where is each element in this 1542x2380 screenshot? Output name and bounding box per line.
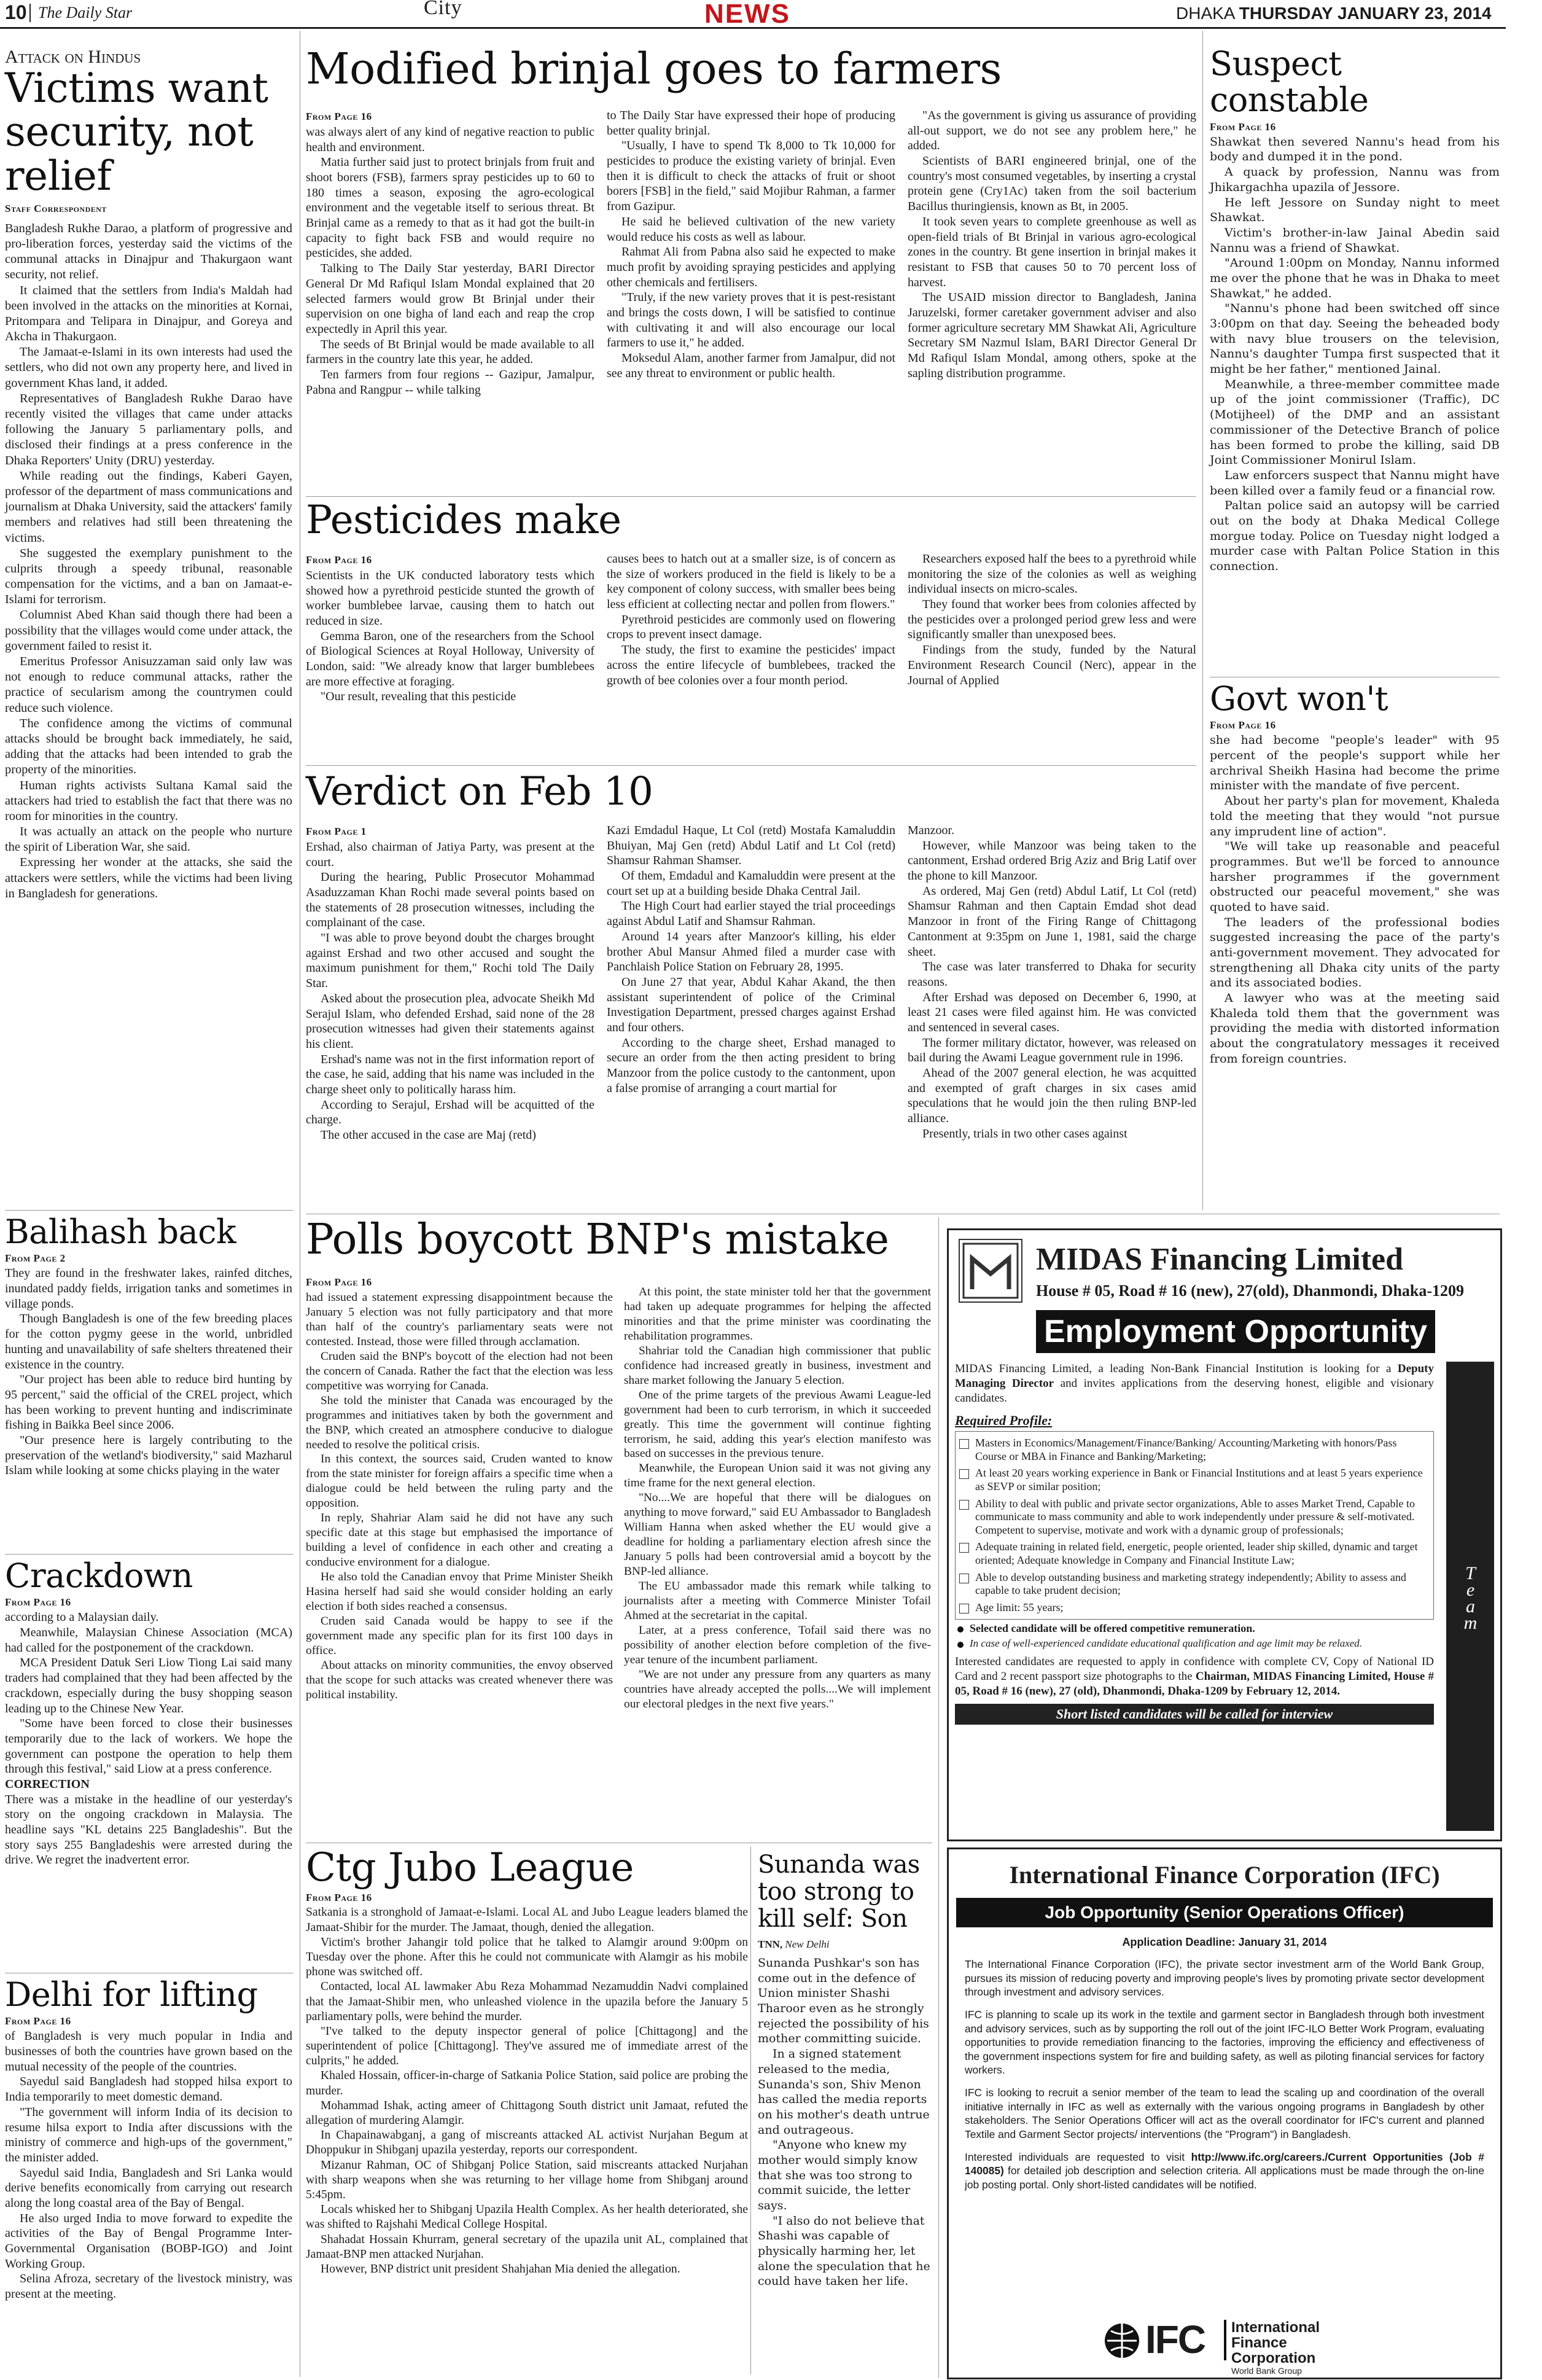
- profile-item: [959, 1571, 1430, 1598]
- checkbox-icon: [959, 1543, 969, 1553]
- paragraph: He left Jessore on Sunday night to meet Shawkat.: [1210, 195, 1500, 225]
- article-headline: Sunanda was too strong to kill self: Son: [758, 1851, 920, 1933]
- paragraph: In this context, the sources said, Cruden wanted to know from the state minister for foreign affairs a specific time when a dialogue could be held between the ruling party and the opposition.: [306, 1453, 613, 1510]
- ifc-logo-name: [1231, 2320, 1348, 2375]
- dateline-city: DHAKA: [1176, 4, 1234, 23]
- paragraph: Of them, Emdadul and Kamaluddin were present at the court set up at a building beside Dhaka Central Jail.: [607, 869, 895, 898]
- paragraph: The study, the first to examine the pesticides' impact across the entire lifecycle of bumblebees, tracked the growth of bee colonies over a four month period.: [607, 643, 895, 687]
- ifc-paragraph: IFC is planning to scale up its work in the textile and garment sector in Bangladesh through both investment and advisory services, such as by supporting the roll out of the joint IFC-ILO Better Work Program, evaluating opportunities to provide remediation financing to the factories, improving the efficiency and effectiveness of the government inspections system for fire and building safety, as well as piloting financial services for factory workers.: [965, 2008, 1484, 2077]
- article-ctg-jubo-league: [306, 1846, 748, 2277]
- paragraph: Though Bangladesh is one of the few breeding places for the cotton pygmy geese in the world, unbridled hunting and unavailability of safe shelters threatened their existence in the country.: [5, 1312, 292, 1371]
- ifc-apply-text: Interested individuals are requested to visit: [965, 2150, 1191, 2163]
- paragraph: Satkania is a stronghold of Jamaat-e-Islami. Local AL and Jubo League leaders blamed the Jamaat-Shibir for the murder. The Jamaat, though, denied the allegation.: [306, 1906, 748, 1934]
- checkbox-icon: [959, 1500, 969, 1510]
- paragraph: Meanwhile, a three-member committee made up of the joint commissioner (Traffic), DC (Motijheel) of the DMP and an assistant commissioner of the Detective Branch of police has been formed to probe the killing, said DB Joint Commissioner Monirul Islam.: [1210, 377, 1500, 467]
- article-pesticides-col2: [607, 552, 895, 688]
- paragraph: "Our project has been able to reduce bird hunting by 95 percent," said the official of the CREL project, which has been working to prevent hunting and indiscriminate fishing in Baikka Beel since 2006.: [5, 1373, 292, 1432]
- bullet-icon: [957, 1626, 964, 1633]
- article-body: [5, 221, 292, 902]
- paragraph: Matia further said just to protect brinjals from fruit and shoot borers (FSB), farmers spray pesticides up to 60 to 180 times a season, exposing the agro-ecological environment and the vegetable itself to serious threat. Bt Brinjal came as a remedy to that as it had got the built-in capacity to fight back FSB and would require no pesticides, she added.: [306, 155, 594, 260]
- article-from: From Page 16: [306, 1276, 372, 1288]
- paragraph: In Chapainawabganj, a gang of miscreants attacked AL activist Nurjahan Begum at Dhoppukur in Shibganj upazila yesterday, reports our correspondent.: [306, 2129, 748, 2157]
- profile-item: [959, 1540, 1430, 1567]
- article-body: [5, 2029, 292, 2301]
- paragraph: Ershad's name was not in the first information report of the case, he said, adding that his name was included in the charge sheet only to politically harass him.: [306, 1052, 594, 1096]
- paragraph: causes bees to hatch out at a smaller size, is of concern as the size of workers produced in the field is likely to be a key component of colony success, with smaller bees being less efficient at collecting nectar and pollen from flowers.": [607, 552, 895, 612]
- profile-item: [959, 1467, 1430, 1493]
- paragraph: It took seven years to complete greenhouse as well as open-field trials of Bt Brinjal in various agro-ecological zones in the country. Bt gene insertion in brinjal makes it resistant to FSB that causes 50 to 70 percent loss of harvest.: [908, 214, 1196, 289]
- paragraph: to The Daily Star have expressed their hope of producing better quality brinjal.: [607, 109, 895, 138]
- article-body: [758, 1956, 933, 2289]
- paragraph: Law enforcers suspect that Nannu might have been killed over a family feud or a financial row.: [1210, 468, 1500, 497]
- midas-apply-text: Interested candidates are requested to apply in confidence with complete CV, Copy of National ID Card and 2 recent passport size photographs to the: [955, 1655, 1434, 1684]
- ifc-paragraph: [965, 2150, 1484, 2192]
- paragraph: Sunanda Pushkar's son has come out in the defence of Union minister Shashi Tharoor even as he strongly rejected the possibility of his mother committing suicide.: [758, 1956, 929, 2046]
- paragraph: "Nannu's phone had been switched off since 3:00pm on that day. Seeing the beheaded body with navy blue trousers on the television, Nannu's daughter Tumpa first suspected that it might be her father," mentioned Jainal.: [1210, 302, 1500, 377]
- article-brinjal: [306, 45, 1196, 93]
- paragraph: During the hearing, Public Prosecutor Mohammad Asaduzzaman Khan Rochi made several points based on the statements of 28 prosecution witnesses, including the complainant of the case.: [306, 870, 594, 930]
- article-from: From Page 16: [1210, 719, 1276, 732]
- paragraph: Asked about the prosecution plea, advocate Sheikh Md Serajul Islam, who defended Ershad, said none of the 28 prosecution witnesses had given their statements against his client.: [306, 991, 594, 1051]
- paragraph: The former military dictator, however, was released on bail during the Awami League government rule in 1996.: [908, 1036, 1196, 1065]
- paragraph: Talking to The Daily Star yesterday, BARI Director General Dr Md Rafiqul Islam Mondal explained that 20 selected farmers would grow Bt Brinjal under their supervision on one bigha of land each and reap the crop expectedly in April this year.: [306, 262, 594, 336]
- midas-bullet: [955, 1637, 1434, 1650]
- article-brinjal-col3: [908, 108, 1196, 381]
- paragraph: "Our result, revealing that this pesticide: [321, 690, 516, 704]
- profile-item: [959, 1497, 1430, 1537]
- article-polls-col2: [624, 1285, 931, 1712]
- bullet-icon: [957, 1642, 964, 1648]
- paragraph: Later, at a press conference, Tofail said there was no possibility of another election before completion of the five-year tenure of the incumbent parliament.: [624, 1623, 931, 1666]
- paragraph: One of the prime targets of the previous Awami League-led government had been to curb terrorism, in which it succeeded greatly. This time the government will continue fighting terrorism, he said, adding this year's election manifesto was based on successes in the previous tenure.: [624, 1388, 931, 1461]
- ifc-logo: [1102, 2316, 1348, 2376]
- paragraph: She suggested the exemplary punishment to the culprits through a speedy tribunal, reasonable compensation for the victims, and a ban on Jamaat-e-Islami for terrorism.: [5, 546, 292, 607]
- paragraph: Paltan police said an autopsy will be carried out on the body at Dhaka Medical College morgue today. Police on Tuesday night lodged a murder case with Paltan Police Station in this connection.: [1210, 499, 1500, 574]
- midas-intro: [955, 1362, 1434, 1405]
- paragraph: Cruden said Canada would be happy to see if the government made any specific plan for its first 100 days in office.: [306, 1614, 613, 1657]
- article-from: From Page 2: [5, 1252, 66, 1265]
- paragraph: Ten farmers from four regions -- Gazipur, Jamalpur, Pabna and Rangpur -- while talking: [306, 367, 594, 397]
- article-headline: Victims want security, not relief: [5, 64, 268, 200]
- paragraph: had issued a statement expressing disappointment because the January 5 election was not fully participatory and that more than half of the country's parliamentary seats were not contested. Instead, those were filled through acclamation.: [306, 1290, 613, 1348]
- article-headline: Balihash back: [5, 1212, 236, 1251]
- paragraph: Contacted, local AL lawmaker Abu Reza Mohammad Nezamuddin Nadvi complained that the Jamaat-Shibir men, who unleashed violence in the upazila before the January 5 parliamentary polls, were behind the murder.: [306, 1980, 748, 2023]
- article-verdict: [306, 770, 901, 813]
- article-from: From Page 16: [306, 1892, 372, 1904]
- profile-item-text: Able to develop outstanding business and marketing strategy independently; Ability to assess and capable to take prudent decision;: [975, 1570, 1406, 1597]
- paragraph: Khaled Hossain, officer-in-charge of Satkania Police Station, said police are probing the murder.: [306, 2069, 748, 2097]
- article-byline: Staff Correspondent: [5, 202, 107, 214]
- article-body: [1210, 733, 1500, 1066]
- article-headline: Polls boycott BNP's mistake: [306, 1215, 889, 1264]
- midas-bullet-text: In case of well-experienced candidate educational qualification and age limit may be relaxed.: [970, 1637, 1363, 1650]
- article-pesticides-col1: [306, 552, 594, 704]
- midas-side-banner: [1446, 1362, 1528, 1831]
- paragraph: Kazi Emdadul Haque, Lt Col (retd) Mostafa Kamaluddin Bhuiyan, Maj Gen (retd) Abdul Latif and Lt Col (retd) Shamsur Rahman Shamser.: [607, 824, 895, 868]
- paragraph: According to the charge sheet, Ershad managed to secure an order from the then acting president to bring Manzoor from the police custody to the cantonment, upon a false promise of arranging a court martial for: [607, 1036, 895, 1095]
- paragraph: The USAID mission director to Bangladesh, Janina Jaruzelski, former caretaker government adviser and also former agriculture secretary MM Shawkat Ali, Agriculture Secretary SM Nazmul Islam, BARI Director General Dr Md Rafiqul Islam Mondal, among others, spoke at the sapling distribution programme.: [908, 291, 1196, 380]
- ifc-paragraph: The International Finance Corporation (IFC), the private sector investment arm of the World Bank Group, pursues its mission of reducing poverty and improving people's lives by promoting private sector development through investment and advisory services.: [965, 1958, 1484, 1999]
- midas-side-text: Be Part of the Value Driven Team: [1460, 1372, 1528, 1820]
- paragraph: Around 14 years after Manzoor's killing, his elder brother Abul Mansur Ahmed filed a murder case with Panchlaish Police Station on February 28, 1995.: [607, 929, 895, 974]
- paragraph: Ahead of the 2007 general election, he was acquitted and exempted of graft charges in six cases amid speculations that he would join the then ruling BNP-led alliance.: [908, 1066, 1196, 1126]
- article-brinjal-col1: [306, 108, 594, 397]
- ifc-logo-name-line: International: [1231, 2319, 1320, 2336]
- checkbox-icon: [959, 1469, 969, 1479]
- dateline: [1176, 4, 1492, 23]
- article-headline: Crackdown: [5, 1556, 193, 1595]
- profile-item-text: Masters in Economics/Management/Finance/Banking/ Accounting/Marketing with honors/Pass Course or MBA in Finance and Banking/Marketing;: [975, 1437, 1397, 1462]
- ifc-logo-divider: [1224, 2320, 1226, 2360]
- paragraph: After Ershad was deposed on December 6, 1990, at least 21 cases were filed against him. He was convicted and sentenced in several cases.: [908, 990, 1196, 1034]
- paragraph: MCA President Datuk Seri Liow Tiong Lai said many traders had complained that they had been affected by the crackdown, especially during the busy shopping season leading up to the Chinese New Year.: [5, 1656, 292, 1715]
- article-body: [1210, 135, 1500, 574]
- paragraph: according to a Malaysian daily.: [5, 1610, 159, 1625]
- midas-intro-text: and invites applications from the deserving honest, eligible and visionary candidates.: [955, 1376, 1435, 1405]
- paragraph: "As the government is giving us assurance of providing all-out support, we do not see any problem here," he added.: [908, 109, 1196, 153]
- paragraph: Human rights activists Sultana Kamal said the attackers had tried to establish the fact that there was no room for minorities in the country.: [5, 778, 292, 823]
- paragraph: Sayedul said Bangladesh had stopped hilsa export to India temporarily to meet domestic demand.: [5, 2075, 292, 2104]
- paragraph: Rahmat Ali from Pabna also said he expected to make much profit by avoiding spraying pesticides and applying other chemicals and fertilisers.: [607, 245, 895, 289]
- paragraph: "I've talked to the deputy inspector general of police [Chittagong] and the superintendent of police [Chittagong]. They've assured me of immediate arrest of the culprits," he added.: [306, 2024, 748, 2068]
- paragraph: "Around 1:00pm on Monday, Nannu informed me over the phone that he was in Dhaka to meet Shawkat," he added.: [1210, 256, 1500, 300]
- column-rule: [938, 1217, 939, 2378]
- paragraph: Meanwhile, the European Union said it was not giving any time frame for the next general election.: [624, 1462, 931, 1490]
- paragraph: Selina Afroza, secretary of the livestock ministry, was present at the meeting.: [5, 2272, 292, 2301]
- article-sunanda: [758, 1851, 933, 2289]
- paragraph: Findings from the study, funded by the Natural Environment Research Council (Nerc), appear in the Journal of Applied: [908, 643, 1196, 687]
- midas-profile-title: Required Profile:: [955, 1413, 1053, 1429]
- paragraph: Meanwhile, Malaysian Chinese Association (MCA) had called for the postponement of the crackdown.: [5, 1626, 292, 1655]
- article-body: [5, 1610, 292, 1868]
- ifc-banner: Job Opportunity (Senior Operations Officer): [956, 1898, 1493, 1927]
- paragraph: She told the minister that Canada was encouraged by the programmes and initiatives taken by both the government and the BNP, which created an atmosphere conducive to dialogue needed to resolve the political crisis.: [306, 1394, 613, 1451]
- midas-apply-address: Chairman, MIDAS Financing Limited, House # 05, Road # 16 (new), 27 (old), Dhanmondi, Dhaka-1209 by February 12, 2014.: [955, 1670, 1434, 1698]
- paragraph: "No....We are hopeful that there will be dialogues on anything to move forward," said EU Ambassador to Bangladesh William Hanna when asked whether the EU would give a deadline for holding a parliamentary election afresh since the January 5 polls had been controversial amid a boycott by the BNP-led alliance.: [624, 1491, 931, 1578]
- paragraph: "Our presence here is largely contributing to the preservation of the wetland's biodiversity," said Mazharul Islam while looking at some chicks playing in the water: [5, 1433, 292, 1478]
- paragraph: Scientists in the UK conducted laboratory tests which showed how a pyrethroid pesticide stunted the growth of worker bumblebee larvae, causing them to hatch out reduced in size.: [306, 568, 594, 628]
- article-pesticides: [306, 499, 901, 542]
- paragraph: According to Serajul, Ershad will be acquitted of the charge.: [306, 1098, 594, 1127]
- column-rule: [750, 1846, 751, 2374]
- paragraph: Representatives of Bangladesh Rukhe Darao have recently visited the villages that came under attacks following the January 5 parliamentary polls, and disclosed their findings at a press conference in the Dhaka Reporters' Unity (DRU) yesterday.: [5, 391, 292, 467]
- paragraph: Columnist Abed Khan said though there had been a possibility that the villages would come under attack, the government failed to resist it.: [5, 608, 292, 653]
- midas-intro-position: Deputy Managing Director: [955, 1362, 1434, 1390]
- paragraph: of Bangladesh is very much popular in India and businesses of both the countries have grown based on the mutual necessity of the people of the countries.: [5, 2029, 292, 2074]
- paragraph: The case was later transferred to Dhaka for security reasons.: [908, 960, 1196, 989]
- paragraph: Mizanur Rahman, OC of Shibganj Police Station, said miscreants attacked Nurjahan with sharp weapons when she was returning to her village home from Shibganj around 5:45pm.: [306, 2158, 748, 2201]
- paragraph: Manzoor.: [908, 824, 955, 837]
- paragraph: Shahadat Hossain Khurram, general secretary of the upazila unit AL, complained that Jamaat-BNP men attacked Nurjahan.: [306, 2233, 748, 2261]
- paragraph: Ershad, also chairman of Jatiya Party, was present at the court.: [306, 840, 594, 869]
- byline-place: New Delhi: [785, 1938, 830, 1950]
- paragraph: In a signed statement released to the media, Sunanda's son, Shiv Menon has called the media reports on his mother's death untrue and outrageous.: [758, 2047, 930, 2137]
- correction-text: There was a mistake in the headline of our yesterday's story on the ongoing crackdown in Malaysia. The headline says "KL detains 225 Bangladeshis". But the story says 255 Bangladeshis were arrested during the drive. We regret the inadvertent error.: [5, 1792, 292, 1867]
- article-from: From Page 16: [5, 2015, 71, 2027]
- midas-intro-text: MIDAS Financing Limited, a leading Non-Bank Financial Institution is looking for a: [955, 1362, 1398, 1375]
- article-headline: Ctg Jubo League: [306, 1845, 634, 1890]
- ifc-ad: [947, 1847, 1502, 2379]
- article-body: [306, 1905, 748, 2277]
- paragraph: However, BNP district unit president Shahjahan Mia denied the allegation.: [321, 2262, 680, 2276]
- checkbox-icon: [959, 1604, 969, 1613]
- midas-company-name: MIDAS Financing Limited: [1036, 1242, 1404, 1277]
- paragraph: In reply, Shahriar Alam said he did not have any such specific date at this stage but emphasised the importance of building a level of confidence in each other and creating a conducive environment for a dialogue.: [306, 1512, 613, 1569]
- article-verdict-col1: [306, 823, 594, 1143]
- ifc-title: International Finance Corporation (IFC): [1009, 1861, 1440, 1889]
- masthead-divider: [29, 4, 31, 22]
- article-kicker: Attack on Hindus: [5, 47, 141, 67]
- paragraph: Moksedul Alam, another farmer from Jamalpur, did not see any threat to environment or public health.: [607, 351, 895, 380]
- paragraph: Mohammad Ishak, acting ameer of Chittagong South district unit Jamaat, refuted the allegation of murdering Alamgir.: [306, 2099, 748, 2128]
- paragraph: Presently, trials in two other cases against: [922, 1126, 1127, 1141]
- correction-title: CORRECTION: [5, 1777, 90, 1791]
- midas-logo-icon: [959, 1239, 1022, 1303]
- paragraph: At this point, the state minister told her that the government had taken up adequate programmes for helping the affected minorities and that the prime minister was coordinating the rehabilitation programmes.: [624, 1286, 931, 1343]
- midas-ad: [947, 1228, 1528, 1841]
- ifc-careers-link[interactable]: http://www.ifc.org/careers./Current Opportunities (Job # 140085): [965, 2150, 1484, 2177]
- article-pesticides-col3: [908, 552, 1196, 688]
- paragraph: Shahriar told the Canadian high commissioner that public confidence had increased greatly in business, investment and share market following the January 5 election.: [624, 1344, 931, 1387]
- paragraph: He also told the Canadian envoy that Prime Minister Sheikh Hasina herself had said she would consider holding an early election if both sides reached a consensus.: [306, 1570, 613, 1613]
- midas-address: House # 05, Road # 16 (new), 27(old), Dhanmondi, Dhaka-1209: [1036, 1282, 1465, 1300]
- paragraph: However, while Manzoor was being taken to the cantonment, Ershad ordered Brig Aziz and Brig Latif over the phone to kill Manzoor.: [908, 838, 1196, 883]
- paragraph: Scientists of BARI engineered brinjal, one of the country's most consumed vegetables, by inserting a crystal protein gene (Cry1Ac) taken from the soil bacterium Bacillus thuringiensis, known as Bt, in 2005.: [908, 154, 1196, 214]
- paragraph: As ordered, Maj Gen (retd) Abdul Latif, Lt Col (retd) Shamsur Rahman and then Captain Emdad shot dead Manzoor in front of the Firing Range of Chittagong Cantonment at 9:35pm on June 1, 1981, said the charge sheet.: [908, 884, 1196, 959]
- column-rule: [1202, 31, 1203, 1210]
- paragraph: Victim's brother Jahangir told police that he talked to Alamgir around 9:00pm on Tuesday over the phone. After this he could not communicate with Alamgir as his mobile phone was switched off.: [306, 1935, 748, 1979]
- paragraph: On June 27 that year, Abdul Kahar Akand, the then assistant superintendent of police of the Criminal Investigation Department, pressed charges against Ershad and four others.: [607, 975, 895, 1034]
- ifc-logo-text: IFC: [1145, 2317, 1205, 2362]
- paragraph: The other accused in the case are Maj (retd): [321, 1128, 536, 1142]
- article-crackdown: [5, 1558, 292, 1868]
- article-verdict-col3: [908, 823, 1196, 1141]
- paragraph: Emeritus Professor Anisuzzaman said only law was not enough to reduce communal attacks, rather the practice of secularism among the countrymen could reduce such violence.: [5, 655, 292, 715]
- paragraph: Researchers exposed half the bees to a pyrethroid while monitoring the size of the colonies as well as weighing individual insects on micro-scales.: [908, 552, 1196, 596]
- paragraph: He also urged India to move forward to expedite the activities of the Bay of Bengal Programme Inter-Governmental Organisation (BOBP-IGO) and Joint Working Group.: [5, 2211, 292, 2271]
- midas-apply: [955, 1655, 1434, 1698]
- paragraph: The seeds of Bt Brinjal would be made available to all farmers in the country late this year, he added.: [306, 337, 594, 367]
- paragraph: "Truly, if the new variety proves that it is pest-resistant and brings the costs down, I will be satisfied to continue with cultivating it and will also encourage our local farmers to use it," he added.: [607, 291, 895, 350]
- profile-item: [959, 1601, 1430, 1615]
- paragraph: The Jamaat-e-Islami in its own interests had used the settlers, who did not own any property here, and lived in government Khas land, it added.: [5, 345, 292, 390]
- midas-bullet: [955, 1622, 1434, 1635]
- article-headline: Delhi for lifting: [5, 1975, 258, 2014]
- article-govt-wont: [1210, 681, 1500, 1067]
- paragraph: About her party's plan for movement, Khaleda told the meeting that they would "not pursue any imprudent line of action".: [1210, 794, 1500, 838]
- paragraph: "I also do not believe that Shashi was capable of physically harming her, let alone the speculation that he could have taken her life.: [758, 2214, 930, 2288]
- profile-item-text: At least 20 years working experience in Bank or Financial Institutions and at least 5 years experience as SEVP or similar position;: [975, 1467, 1423, 1493]
- byline-agency: TNN,: [758, 1938, 783, 1950]
- dateline-date: THURSDAY JANUARY 23, 2014: [1239, 4, 1492, 23]
- article-from: From Page 1: [306, 825, 367, 837]
- article-suspect-constable: [1210, 45, 1500, 574]
- ifc-logo-sub: World Bank Group: [1231, 2365, 1302, 2376]
- paragraph: They found that worker bees from colonies affected by the pesticides over a prolonged period grew less and were significantly smaller than unexposed bees.: [908, 598, 1196, 642]
- section-label: City: [424, 0, 462, 19]
- midas-shortlist-note: Short listed candidates will be called for interview: [955, 1704, 1434, 1725]
- profile-item: [959, 1437, 1430, 1463]
- paragraph: They are found in the freshwater lakes, rainfed ditches, inundated paddy fields, irrigation tanks and sometimes in village ponds.: [5, 1266, 292, 1311]
- divider: [5, 1210, 294, 1211]
- paragraph: The EU ambassador made this remark while talking to journalists after a meeting with Commerce Minister Tofail Ahmed at the secretariat in the capital.: [624, 1580, 931, 1622]
- newspaper-logo: The Daily Star: [38, 4, 133, 21]
- checkbox-icon: [959, 1439, 969, 1449]
- paragraph: was always alert of any kind of negative reaction to public health and environment.: [306, 125, 594, 154]
- paragraph: "Anyone who knew my mother would simply know that she was too strong to commit suicide, the letter says.: [758, 2138, 918, 2212]
- article-body: [5, 1266, 292, 1478]
- article-headline: Govt won't: [1210, 679, 1388, 718]
- article-balihash: [5, 1214, 292, 1478]
- paragraph: A lawyer who was at the meeting said Khaleda told them that the government was providing the media with distorted information about the congratulatory messages it received from foreign countries.: [1210, 991, 1500, 1066]
- page-number: 10: [5, 1, 27, 23]
- paragraph: Pyrethroid pesticides are commonly used on flowering crops to prevent insect damage.: [607, 612, 895, 642]
- masthead: [0, 0, 1506, 29]
- article-attack-on-hindus: [5, 47, 292, 902]
- ifc-deadline: Application Deadline: January 31, 2014: [1122, 1936, 1327, 1948]
- profile-item-text: Adequate training in related field, energetic, people oriented, leader ship skilled, dynamic and target oriented; Adequate knowledge in Company and Financial Institute Law;: [975, 1540, 1418, 1566]
- profile-item-text: Age limit: 55 years;: [975, 1601, 1064, 1613]
- paragraph: Gemma Baron, one of the researchers from the School of Biological Sciences at Royal Holloway, University of London, said: "We already know that larger bumblebees are more effective at foraging.: [306, 629, 594, 689]
- ifc-apply-text: for detailed job description and selection criteria. All applications must be made through the on-line job posting portal. Only short-listed candidates will be notified.: [965, 2164, 1484, 2191]
- news-label: NEWS: [704, 0, 790, 29]
- paragraph: The confidence among the victims of communal attacks should be brought back immediately, he said, adding that the attacks had been intended to grab the property of the minorities.: [5, 716, 292, 777]
- article-delhi: [5, 1976, 292, 2302]
- midas-profile-list: [955, 1431, 1434, 1620]
- paragraph: It claimed that the settlers from India's Maldah had been involved in the attacks on the minorities at Kornai, Pritompara and Telipara in Dinajpur, and Goreya and Akcha in Thakurgaon.: [5, 283, 292, 344]
- article-polls-boycott: [306, 1217, 920, 1263]
- article-from: From Page 16: [306, 554, 372, 566]
- article-from: From Page 16: [306, 111, 372, 122]
- article-from: From Page 16: [1210, 120, 1276, 133]
- paragraph: Cruden said the BNP's boycott of the election had not been the concern of Canada. Rather the fact that the election was less competitive was worrying for Canada.: [306, 1349, 613, 1392]
- midas-banner: Employment Opportunity: [1036, 1310, 1435, 1353]
- paragraph: It was actually an attack on the people who nurture the spirit of Liberation War, she said.: [5, 825, 292, 854]
- paragraph: The leaders of the professional bodies suggested increasing the pace of the party's anti-government movement. They advocated for strengthening all Dhaka city units of the party and its associated bodies.: [1210, 915, 1500, 990]
- paragraph: "We will take up reasonable and peaceful programmes. But we'll be forced to announce harsher programmes if the government obstructed our peaceful movement," she was quoted to have said.: [1210, 840, 1500, 914]
- midas-bullet-text: Selected candidate will be offered competitive remuneration.: [970, 1622, 1255, 1635]
- ifc-globe-icon: [1102, 2321, 1142, 2360]
- paragraph: While reading out the findings, Kaberi Gayen, professor of the department of mass communications and journalism at Dhaka University, said the attackers' family members and relatives had still been threatening the victims.: [5, 469, 292, 545]
- profile-item-text: Ability to deal with public and private sector organizations, Able to asses Market Trend, Capable to communicate to mass community and able to work independently under pressure & self-motivated. Competent to supervise, motivate and work with a dynamic group of professionals;: [975, 1497, 1415, 1536]
- paragraph: Sayedul said India, Bangladesh and Sri Lanka would derive benefits economically from carrying out research along the long coastal area of the Bay of Bengal.: [5, 2166, 292, 2210]
- midas-body: [955, 1362, 1434, 1725]
- ifc-body: [965, 1957, 1484, 2191]
- article-byline: [758, 1938, 933, 1951]
- paragraph: About attacks on minority communities, the envoy observed that the scope for such attacks was created whenever there was political instability.: [306, 1658, 613, 1701]
- paragraph: He said he believed cultivation of the new variety would reduce his costs as well as labour.: [607, 214, 895, 244]
- divider: [5, 1554, 294, 1555]
- paragraph: "Some have been forced to close their businesses temporarily due to the lack of workers. We hope the government can postpone the operation to help them through this festival," said Liow at a press conference.: [5, 1717, 292, 1776]
- paragraph: "We are not under any pressure from any quarters as many countries have already accepted the polls....We will implement our electoral pledges in the next five years.": [624, 1668, 931, 1711]
- paragraph: Locals whisked her to Shibganj Upazila Health Complex. As her health deteriorated, she was shifted to Rajshahi Medical College Hospital.: [306, 2203, 748, 2231]
- article-brinjal-col2: [607, 108, 895, 381]
- article-headline: Verdict on Feb 10: [306, 769, 653, 814]
- divider: [306, 765, 1196, 766]
- paragraph: Bangladesh Rukhe Darao, a platform of progressive and pro-liberation forces, yesterday said the victims of the communal attacks in Dinajpur and Thakurgaon want security, not relief.: [5, 221, 292, 282]
- paragraph: A quack by profession, Nannu was from Jhikargachha upazila of Jessore.: [1210, 165, 1500, 194]
- paragraph: Shawkat then severed Nannu's head from his body and dumped it in the pond.: [1210, 135, 1500, 164]
- paragraph: "The government will inform India of its decision to resume hilsa export to India after discussions with the ministry of commerce and high-ups of the government," the minister added.: [5, 2105, 292, 2164]
- article-headline: Modified brinjal goes to farmers: [306, 44, 1002, 94]
- article-headline: Pesticides make: [306, 497, 621, 543]
- divider: [306, 496, 1196, 497]
- paragraph: Victim's brother-in-law Jainal Abedin said Nannu was a friend of Shawkat.: [1210, 225, 1500, 255]
- checkbox-icon: [959, 1574, 969, 1583]
- article-polls-col1: [306, 1274, 613, 1703]
- paragraph: The High Court had earlier stayed the trial proceedings against Abdul Latif and Shamsur Rahman.: [607, 899, 895, 929]
- ifc-paragraph: IFC is looking to recruit a senior member of the team to lead the scaling up and coordination of the overall initiative internally in IFC as well as externally with the various ongoing programs in Bangladesh by other stakeholders. The Senior Operations Officer will act as the overall coordinator for IFC's current and planned Textile and Garment Sector projects/ interventions (the "Program") in Bangladesh.: [965, 2086, 1484, 2140]
- paragraph: "Usually, I have to spend Tk 8,000 to Tk 10,000 for pesticides to produce the existing variety of brinjal. Even then it is difficult to check the attacks of fruit or shoot borers [FSB] in the field," said Mojibur Rahman, a farmer from Gazipur.: [607, 139, 895, 214]
- paragraph: Expressing her wonder at the attacks, she said the attackers were settlers, while the victims had been living in Bangladesh for generations.: [5, 856, 292, 900]
- ifc-logo-name-line: Finance Corporation: [1231, 2335, 1316, 2367]
- article-verdict-col2: [607, 823, 895, 1096]
- article-headline: Suspect constable: [1210, 44, 1369, 120]
- article-from: From Page 16: [5, 1596, 71, 1609]
- paragraph: she had become "people's leader" with 95 percent of the people's support while her archrival Sheikh Hasina had become the prime minister with the mandate of five percent.: [1210, 733, 1500, 793]
- paragraph: "I was able to prove beyond doubt the charges brought against Ershad and two other accused and sought the maximum punishment for them," Rochi told The Daily Star.: [306, 931, 594, 991]
